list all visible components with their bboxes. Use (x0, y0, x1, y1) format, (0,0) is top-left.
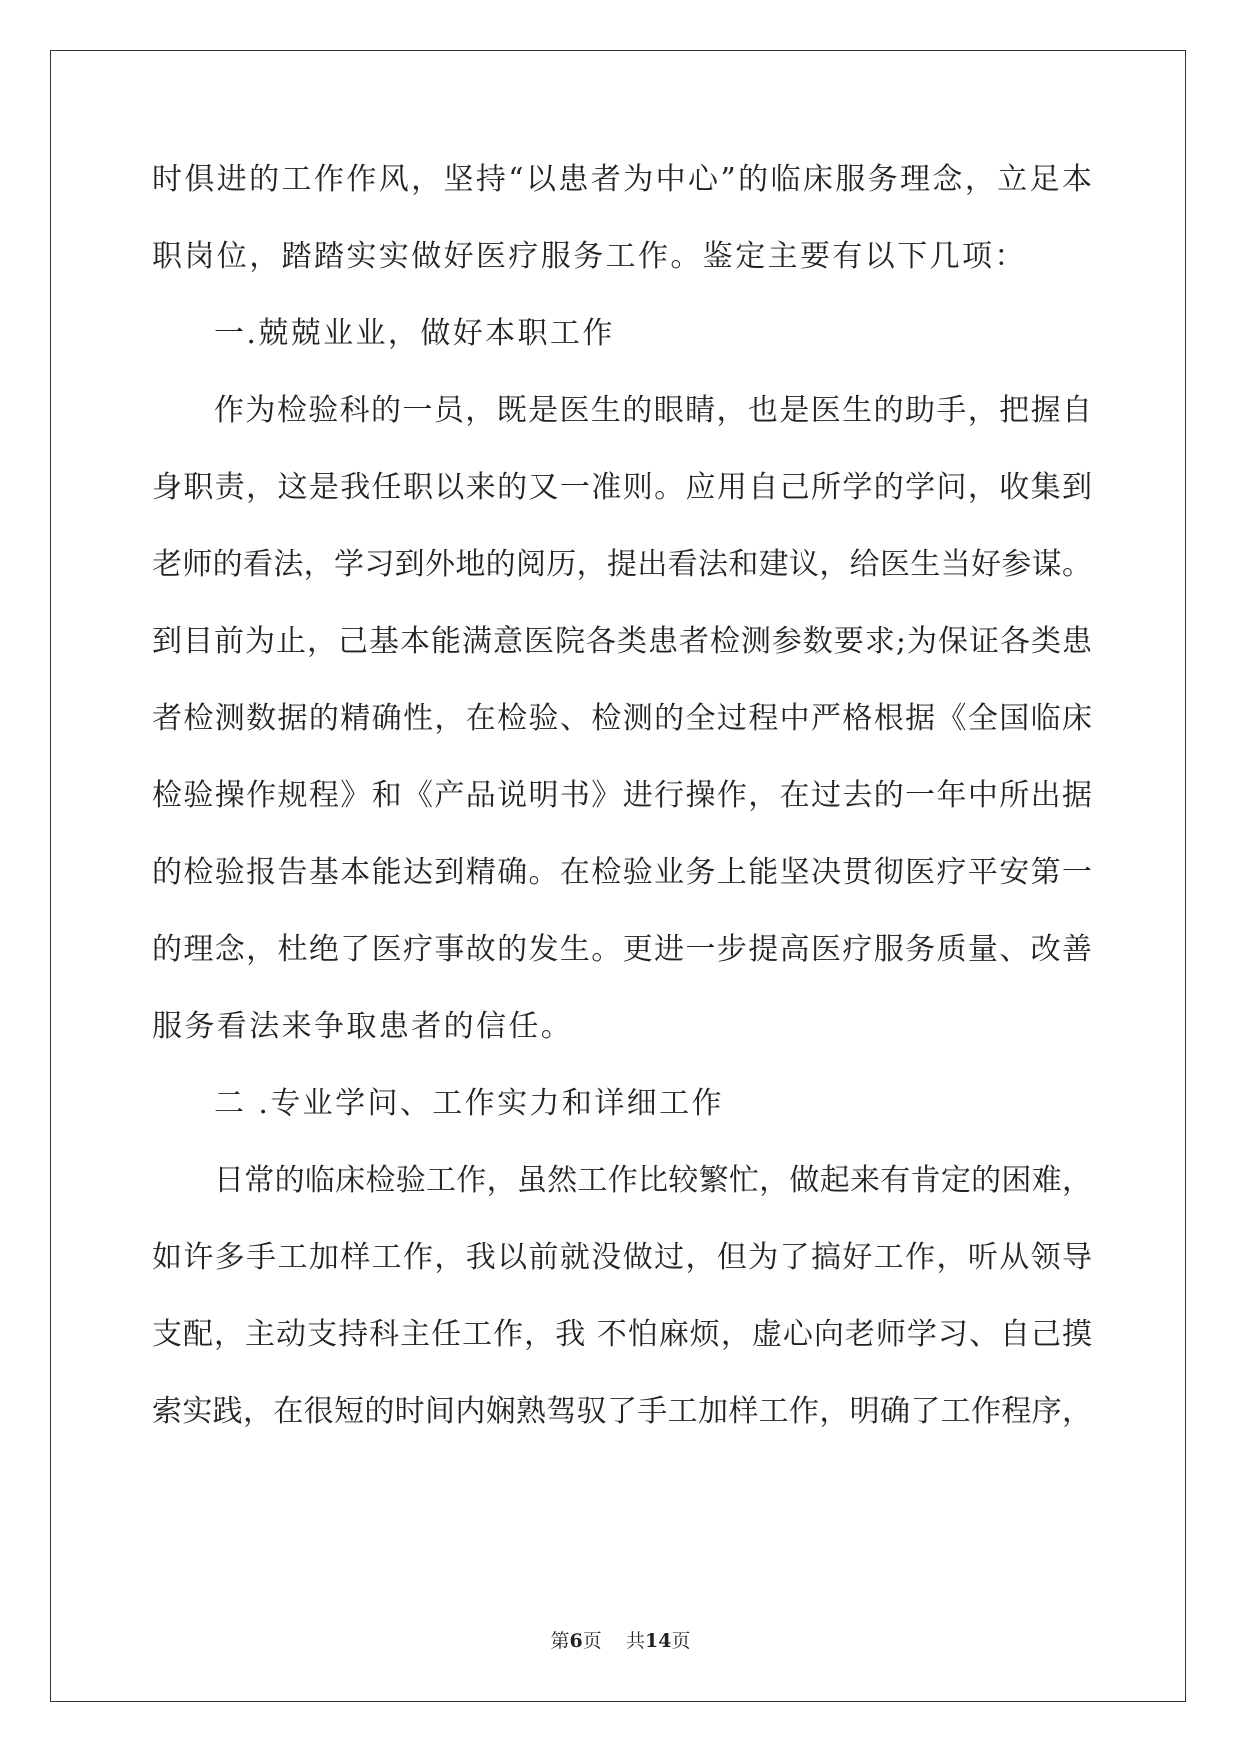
page-label-prefix: 第 (550, 1630, 570, 1652)
body-line-10: 的检验报告基本能达到精确。在检验业务上能坚决贯彻医疗平安第一 (152, 855, 1092, 890)
total-label-prefix: 共 (625, 1630, 645, 1652)
body-line-4: 作为检验科的一员，既是医生的眼睛，也是医生的助手，把握自 (214, 393, 1092, 428)
body-line-15: 如许多手工加样工作，我以前就没做过，但为了搞好工作，听从领导 (152, 1240, 1092, 1275)
body-line-9: 检验操作规程》和《产品说明书》进行操作，在过去的一年中所出据 (152, 778, 1092, 813)
page-footer (0, 1626, 1241, 1653)
section-heading-2: 二 .专业学问、工作实力和详细工作 (214, 1086, 724, 1121)
document-body (152, 160, 1092, 1469)
body-line-6: 老师的看法，学习到外地的阅历，提出看法和建议，给医生当好参谋。 (152, 547, 1092, 582)
body-line-5: 身职责，这是我任职以来的又一准则。应用自己所学的学问，收集到 (152, 470, 1092, 505)
body-line-1: 时俱进的工作作风，坚持“以患者为中心”的临床服务理念，立足本 (152, 162, 1092, 197)
body-line-14: 日常的临床检验工作，虽然工作比较繁忙，做起来有肯定的困难， (214, 1163, 1092, 1198)
body-line-17: 索实践，在很短的时间内娴熟驾驭了手工加样工作，明确了工作程序， (152, 1394, 1092, 1429)
total-label-suffix: 页 (671, 1630, 691, 1652)
total-pages: 14 (644, 1630, 672, 1652)
page-label-suffix: 页 (582, 1630, 602, 1652)
page-number: 6 (569, 1630, 583, 1652)
body-line-2: 职岗位，踏踏实实做好医疗服务工作。鉴定主要有以下几项： (152, 239, 1027, 274)
body-line-8: 者检测数据的精确性，在检验、检测的全过程中严格根据《全国临床 (152, 701, 1092, 736)
body-line-7: 到目前为止，己基本能满意医院各类患者检测参数要求;为保证各类患 (152, 624, 1092, 659)
body-line-12: 服务看法来争取患者的信任。 (152, 1009, 574, 1044)
body-line-16: 支配，主动支持科主任工作，我 不怕麻烦，虚心向老师学习、自己摸 (152, 1317, 1092, 1352)
section-heading-1: 一.兢兢业业，做好本职工作 (214, 316, 615, 351)
body-line-11: 的理念，杜绝了医疗事故的发生。更进一步提高医疗服务质量、改善 (152, 932, 1092, 967)
